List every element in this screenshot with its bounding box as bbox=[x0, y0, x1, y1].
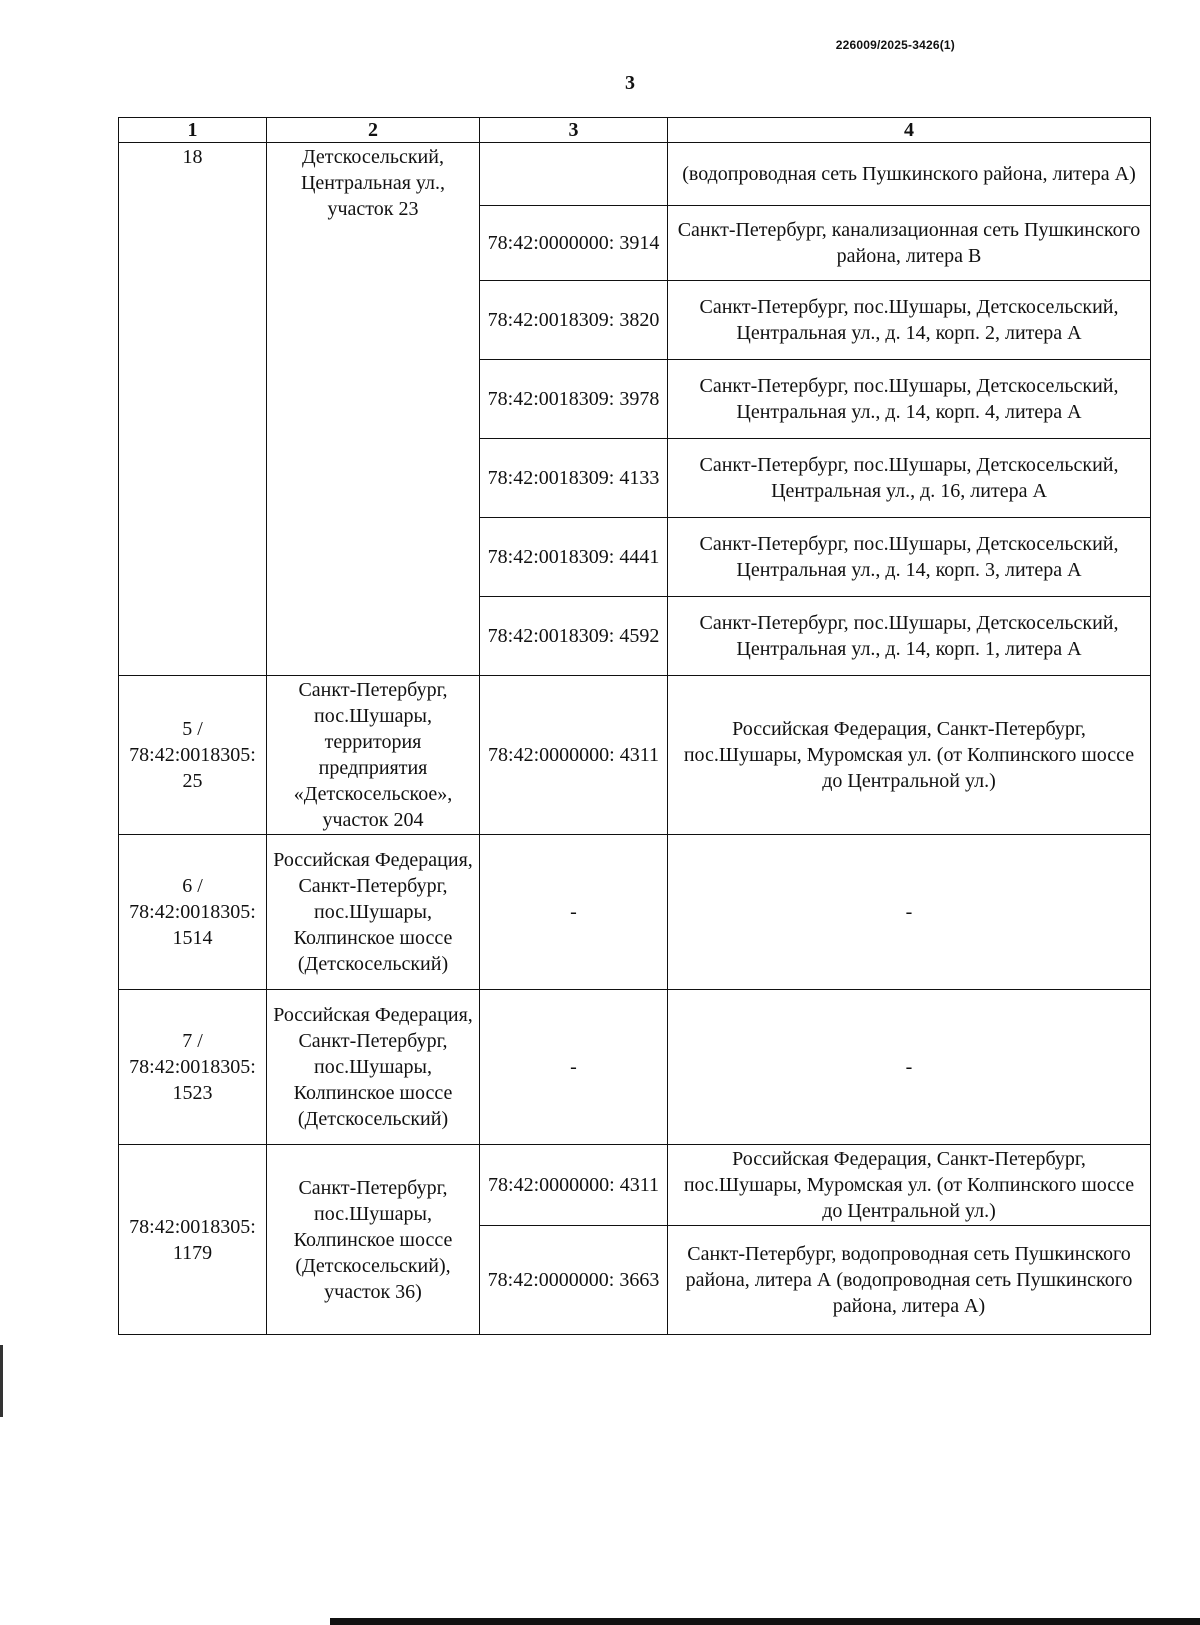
cadastral-number-cell bbox=[480, 143, 668, 206]
table-row bbox=[119, 1145, 1151, 1226]
object-address-cell: Российская Федерация, Санкт-Петербург, пос.Шушары, Муромская ул. (от Колпинского шоссе до Центральной ул.) bbox=[668, 676, 1151, 835]
document-number: 226009/2025-3426(1) bbox=[835, 38, 955, 52]
table-row bbox=[119, 143, 1151, 206]
scan-edge-mark bbox=[0, 1345, 3, 1417]
table-row bbox=[119, 676, 1151, 835]
column-header: 4 bbox=[668, 118, 1151, 143]
object-address-cell: Санкт-Петербург, пос.Шушары, Детскосельский, Центральная ул., д. 14, корп. 4, литера А bbox=[668, 360, 1151, 439]
column-header: 3 bbox=[480, 118, 668, 143]
cadastral-number-cell: 78:42:0018309: 3978 bbox=[480, 360, 668, 439]
object-address-cell: Санкт-Петербург, пос.Шушары, Детскосельский, Центральная ул., д. 14, корп. 1, литера А bbox=[668, 597, 1151, 676]
plot-address-cell: Российская Федерация, Санкт-Петербург, пос.Шушары, Колпинское шоссе (Детскосельский) bbox=[267, 990, 480, 1145]
row-number-cell: 6 / 78:42:0018305: 1514 bbox=[119, 835, 267, 990]
cadastral-number-cell: 78:42:0000000: 4311 bbox=[480, 676, 668, 835]
table-header-row bbox=[119, 118, 1151, 143]
object-address-cell: - bbox=[668, 835, 1151, 990]
cadastral-number-cell: 78:42:0000000: 3914 bbox=[480, 206, 668, 281]
cadastral-number-cell: 78:42:0018309: 4592 bbox=[480, 597, 668, 676]
cadastral-number-cell: 78:42:0000000: 4311 bbox=[480, 1145, 668, 1226]
object-address-cell: - bbox=[668, 990, 1151, 1145]
cadastral-number-cell: 78:42:0018309: 4441 bbox=[480, 518, 668, 597]
cadastral-number-cell: - bbox=[480, 835, 668, 990]
column-header: 2 bbox=[267, 118, 480, 143]
object-address-cell: Российская Федерация, Санкт-Петербург, пос.Шушары, Муромская ул. (от Колпинского шоссе до Центральной ул.) bbox=[668, 1145, 1151, 1226]
plot-address-cell: Детскосельский, Центральная ул., участок 23 bbox=[267, 143, 480, 676]
plot-address-cell: Российская Федерация, Санкт-Петербург, пос.Шушары, Колпинское шоссе (Детскосельский) bbox=[267, 835, 480, 990]
row-number-cell: 7 / 78:42:0018305: 1523 bbox=[119, 990, 267, 1145]
object-address-cell: Санкт-Петербург, канализационная сеть Пушкинского района, литера В bbox=[668, 206, 1151, 281]
row-number-cell: 5 / 78:42:0018305: 25 bbox=[119, 676, 267, 835]
object-address-cell: Санкт-Петербург, пос.Шушары, Детскосельский, Центральная ул., д. 14, корп. 2, литера А bbox=[668, 281, 1151, 360]
cadastral-number-cell: 78:42:0018309: 3820 bbox=[480, 281, 668, 360]
plot-address-cell: Санкт-Петербург, пос.Шушары, Колпинское шоссе (Детскосельский), участок 36) bbox=[267, 1145, 480, 1335]
table-row bbox=[119, 835, 1151, 990]
object-address-cell: Санкт-Петербург, пос.Шушары, Детскосельский, Центральная ул., д. 14, корп. 3, литера А bbox=[668, 518, 1151, 597]
cadastral-number-cell: 78:42:0018309: 4133 bbox=[480, 439, 668, 518]
object-address-cell: Санкт-Петербург, водопроводная сеть Пушкинского района, литера А (водопроводная сеть Пушкинского района, литера А) bbox=[668, 1226, 1151, 1335]
column-header: 1 bbox=[119, 118, 267, 143]
cadastral-number-cell: - bbox=[480, 990, 668, 1145]
cadastral-number-cell: 78:42:0000000: 3663 bbox=[480, 1226, 668, 1335]
object-address-cell: Санкт-Петербург, пос.Шушары, Детскосельский, Центральная ул., д. 16, литера А bbox=[668, 439, 1151, 518]
object-address-cell: (водопроводная сеть Пушкинского района, литера А) bbox=[668, 143, 1151, 206]
land-plots-table bbox=[118, 117, 1151, 1335]
scan-bottom-edge bbox=[330, 1618, 1200, 1625]
plot-address-cell: Санкт-Петербург, пос.Шушары, территория предприятия «Детскосельское», участок 204 bbox=[267, 676, 480, 835]
page-number: 3 bbox=[625, 72, 635, 94]
row-number-cell: 18 bbox=[119, 143, 267, 676]
table-row bbox=[119, 990, 1151, 1145]
row-number-cell: 78:42:0018305: 1179 bbox=[119, 1145, 267, 1335]
